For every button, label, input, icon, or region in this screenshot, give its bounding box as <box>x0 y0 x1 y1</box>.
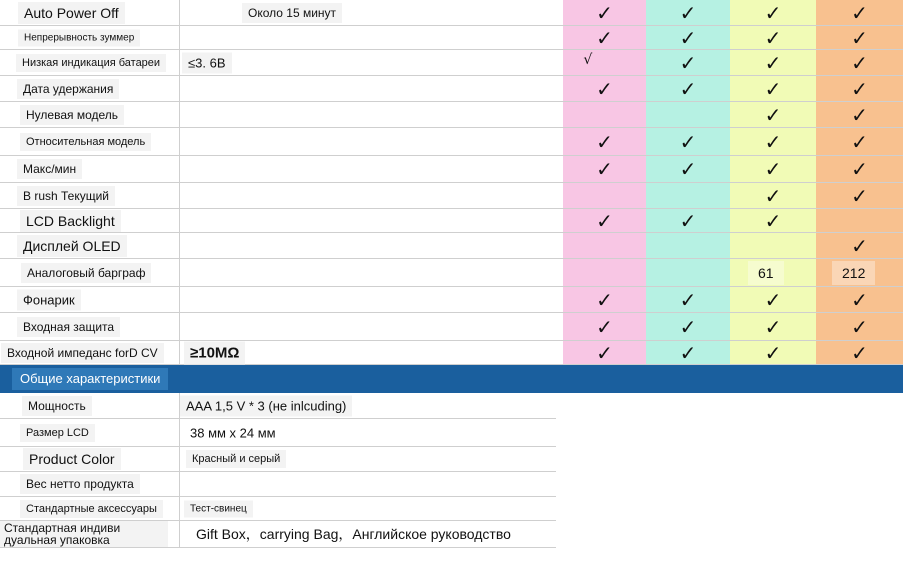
check-mark: ✓ <box>596 129 613 154</box>
row-label: Нулевая модель <box>20 105 124 125</box>
check-mark: ✓ <box>764 76 782 101</box>
table-row <box>0 313 903 341</box>
check-mark: ✓ <box>679 287 697 312</box>
row-value: ≤3. 6В <box>182 52 232 73</box>
check-mark: ✓ <box>596 76 613 101</box>
check-mark: ✓ <box>596 287 613 312</box>
check-mark: √ <box>583 52 593 68</box>
check-mark: ✓ <box>596 25 613 50</box>
check-mark: ✓ <box>679 0 697 25</box>
check-mark: ✓ <box>596 208 613 233</box>
row-value: Gift Box，carrying Bag，Английское руководство <box>190 521 517 547</box>
row-label: Вес нетто продукта <box>20 474 140 494</box>
row-label: Дисплей OLED <box>17 235 127 257</box>
check-mark: ✓ <box>596 157 613 181</box>
table-row <box>0 393 556 419</box>
row-label: Аналоговый барграф <box>21 263 151 283</box>
table-row <box>0 50 903 76</box>
row-label: Макс/мин <box>17 159 82 179</box>
check-mark: ✓ <box>851 50 868 75</box>
section-header-title: Общие характеристики <box>12 368 168 390</box>
check-mark: ✓ <box>764 50 782 75</box>
row-label: Размер LCD <box>20 424 95 442</box>
check-mark: ✓ <box>679 157 697 181</box>
check-mark: ✓ <box>596 314 613 339</box>
table-row <box>0 497 556 521</box>
check-mark: ✓ <box>596 0 613 25</box>
table-row <box>0 0 903 26</box>
check-mark: ✓ <box>851 102 868 127</box>
row-value: ≥10MΩ <box>184 341 245 364</box>
row-value: Тест-свинец <box>184 500 253 517</box>
table-row <box>0 259 903 287</box>
table-row <box>0 419 556 447</box>
row-label: В rush Текущий <box>17 186 115 206</box>
table-row <box>0 128 903 156</box>
check-mark: ✓ <box>679 340 697 365</box>
row-label: Стандартная индиви дуальная упаковка <box>0 521 168 547</box>
check-mark: ✓ <box>851 0 868 25</box>
table-row <box>0 472 556 497</box>
table-row <box>0 102 903 128</box>
row-label: Входная защита <box>17 317 120 337</box>
check-mark: ✓ <box>764 287 782 312</box>
table-row <box>0 341 903 365</box>
row-label: Product Color <box>23 448 121 470</box>
table-row <box>0 447 556 472</box>
table-row <box>0 233 903 259</box>
bargraph-value: 61 <box>748 261 784 285</box>
row-label: Входной импеданс forD CV <box>1 343 164 363</box>
check-mark: ✓ <box>851 233 868 258</box>
check-mark: ✓ <box>679 314 697 339</box>
check-mark: ✓ <box>764 183 782 208</box>
check-mark: ✓ <box>764 340 782 365</box>
check-mark: ✓ <box>679 25 697 50</box>
check-mark: ✓ <box>764 314 782 339</box>
row-value: AAA 1,5 V * 3 (не inlcuding) <box>180 395 352 416</box>
table-row <box>0 521 556 548</box>
row-label: Относительная модель <box>20 133 151 151</box>
row-label: Фонарик <box>17 289 81 310</box>
bargraph-value: 212 <box>832 261 875 285</box>
check-mark: ✓ <box>764 0 782 25</box>
row-label: Мощность <box>22 396 92 416</box>
section-header <box>0 365 903 393</box>
check-mark: ✓ <box>596 340 613 365</box>
check-mark: ✓ <box>764 25 782 50</box>
row-label: LCD Backlight <box>20 210 121 232</box>
check-mark: ✓ <box>679 129 697 154</box>
table-row <box>0 209 903 233</box>
row-value: 38 мм х 24 мм <box>184 422 282 443</box>
check-mark: ✓ <box>679 208 697 233</box>
row-value: Красный и серый <box>186 450 286 468</box>
table-row <box>0 76 903 102</box>
check-mark: ✓ <box>679 50 697 75</box>
row-label: Непрерывность зуммер <box>18 29 140 46</box>
check-mark: ✓ <box>679 76 697 101</box>
check-mark: ✓ <box>851 129 868 154</box>
table-row <box>0 287 903 313</box>
check-mark: ✓ <box>851 157 868 181</box>
row-label: Auto Power Off <box>18 2 125 24</box>
check-mark: ✓ <box>764 129 782 154</box>
check-mark: ✓ <box>851 76 868 101</box>
check-mark: ✓ <box>764 102 782 127</box>
row-label: Низкая индикация батареи <box>16 54 166 72</box>
table-row <box>0 26 903 50</box>
row-label: Стандартные аксессуары <box>20 500 163 518</box>
row-label: Дата удержания <box>17 79 119 99</box>
check-mark: ✓ <box>851 314 868 339</box>
table-row <box>0 156 903 183</box>
check-mark: ✓ <box>851 183 868 208</box>
table-row <box>0 183 903 209</box>
check-mark: ✓ <box>851 287 868 312</box>
check-mark: ✓ <box>764 157 782 181</box>
check-mark: ✓ <box>851 25 868 50</box>
check-mark: ✓ <box>764 208 782 233</box>
check-mark: ✓ <box>851 340 868 365</box>
row-value: Около 15 минут <box>242 3 342 23</box>
